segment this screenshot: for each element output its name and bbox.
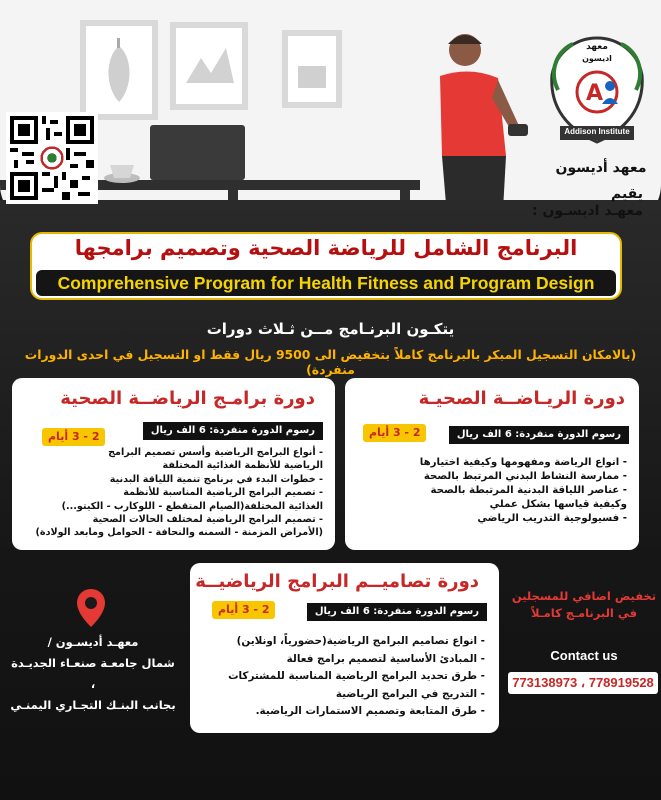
course-duration-design: 2 - 3 أيام bbox=[212, 601, 275, 619]
list-item: - ممارسة النشاط البدني المرتبط بالصحة bbox=[423, 471, 627, 482]
extra-discount bbox=[510, 588, 658, 622]
list-item: الرياضية للأنظمة الغذائية المختلفة bbox=[162, 460, 323, 472]
course-title-programs: دورة برامـج الرياضــة الصحية bbox=[60, 388, 315, 409]
wall-picture-shapes bbox=[282, 30, 342, 108]
presented-by bbox=[532, 186, 643, 220]
presented-line-2: معهـد اديسـون : bbox=[531, 203, 643, 219]
wall-picture-pear bbox=[80, 20, 158, 120]
logo-institute-text: Addison Institute bbox=[564, 127, 630, 136]
course-title-design: دورة تصاميــم البرامج الرياضيــة bbox=[195, 571, 479, 592]
list-item: - تصميم البرامج الرياضية المناسبة للأنظمة bbox=[123, 487, 323, 499]
program-title-arabic: البرنامج الشامل للرياضة الصحية وتصميم برامجها bbox=[74, 236, 578, 260]
course-card-design bbox=[190, 563, 499, 733]
list-item: - طرق المتابعة وتصميم الاستمارات الرياضية. bbox=[255, 705, 485, 717]
list-item: (الأمراض المزمنة - السمنه والنحافة - الحوامل ومابعد الولادة) bbox=[35, 527, 323, 539]
program-title-english: Comprehensive Program for Health Fitness and Program Design bbox=[36, 270, 616, 296]
course-duration-programs: 2 - 3 أيام bbox=[42, 428, 105, 446]
course-card-health bbox=[345, 378, 639, 550]
contact-phones[interactable]: 773138973 ، 778919528 bbox=[508, 672, 658, 694]
address-line-2: شمال جامعـة صنعـاء الجديـدة ، bbox=[11, 656, 175, 691]
wall-picture-abstract bbox=[170, 22, 248, 110]
contact-label: Contact us bbox=[550, 648, 618, 663]
address-line-1: معهـد أديسـون / bbox=[47, 635, 139, 649]
course-items-health bbox=[357, 456, 627, 526]
discount-line-2: في البرنامـج كامـلاً bbox=[530, 606, 638, 620]
course-fee-health: رسوم الدورة منفردة: 6 الف ريال bbox=[449, 426, 629, 444]
address bbox=[8, 632, 178, 716]
program-title bbox=[30, 232, 622, 300]
list-item: وكيفية قياسها بشكل عملي bbox=[489, 499, 627, 510]
list-item: - خطوات البدء في برنامج تنمية اللياقة البدنية bbox=[109, 473, 323, 485]
list-item: الغذائية المختلفة(الصيام المتقطع - اللوكارب - الكيتو...) bbox=[61, 500, 323, 512]
list-item: - طرق تحديد البرامج الرياضية المناسبة للمشتركات bbox=[228, 670, 485, 682]
course-card-programs bbox=[12, 378, 335, 550]
address-line-3: بجانب البنـك التجـاري اليمنـي bbox=[10, 698, 176, 712]
list-item: - التدريج في البرامج الرياضية bbox=[335, 687, 485, 700]
list-item: - المبادئ الأساسية لتصميم برامج فعالة bbox=[286, 652, 485, 665]
course-items-design bbox=[200, 633, 485, 721]
location-pin-icon bbox=[76, 588, 106, 632]
course-title-health: دورة الريـاضــة الصحيـة bbox=[418, 388, 625, 409]
svg-text:A: A bbox=[586, 81, 604, 106]
logo-sub-text: اديسون bbox=[582, 54, 612, 63]
course-duration-health: 2 - 3 أيام bbox=[363, 424, 426, 442]
discount-line-1: تخفيض اضافي للمسجلين bbox=[511, 589, 657, 603]
program-consists-text: يتكـون البرنـامج مــن ثـلاث دورات bbox=[206, 320, 455, 338]
course-fee-programs: رسوم الدورة منفردة: 6 الف ريال bbox=[143, 422, 323, 440]
presented-line-1: يقيم bbox=[610, 186, 643, 202]
list-item: - تصميم البرامج الرياضية لمختلف الحالات الصحية bbox=[92, 514, 323, 526]
list-item: - انواع الرياضة ومفهومها وكيفية اختيارها bbox=[419, 457, 627, 468]
list-item: - أنواع البرامج الرياضية وأسس تصميم البرامج bbox=[108, 447, 323, 458]
course-fee-design: رسوم الدورة منفردة: 6 الف ريال bbox=[307, 603, 487, 621]
list-item: - فسيولوجية التدريب الرياضي bbox=[477, 513, 627, 524]
institute-name: معهد أديسون bbox=[555, 160, 647, 176]
qr-code bbox=[6, 112, 98, 204]
institute-logo bbox=[538, 30, 656, 155]
early-registration-text: (بالامكان التسجيل المبكر بالبرنامج كاملاً بتخفيض الى 9500 ريال فقط او التسجيل في احدى الدورات منفردة) bbox=[24, 347, 637, 377]
list-item: - عناصر اللياقة البدنية المرتبطة بالصحة bbox=[430, 485, 627, 496]
man-illustration bbox=[420, 28, 540, 225]
course-items-programs bbox=[23, 446, 323, 540]
logo-top-text: معهد bbox=[586, 42, 608, 52]
list-item: - انواع تصاميم البرامج الرياضية(حضورياً، اونلاين) bbox=[236, 635, 485, 647]
